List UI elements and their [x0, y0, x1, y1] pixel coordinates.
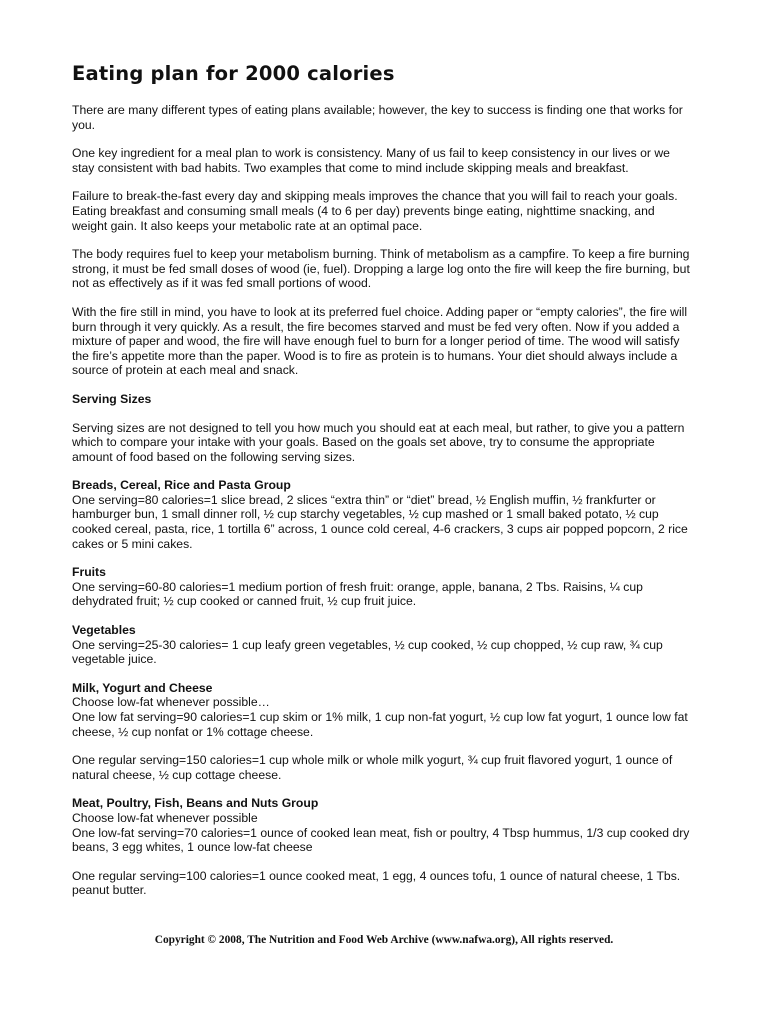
group-title: Vegetables: [72, 623, 136, 638]
group-breads: [72, 478, 690, 551]
page-title: Eating plan for 2000 calories: [72, 62, 395, 85]
group-milk: [72, 681, 690, 739]
group-title: Milk, Yogurt and Cheese: [72, 680, 213, 695]
group-note: Choose low-fat whenever possible…: [72, 695, 270, 710]
group-meat: [72, 796, 690, 854]
intro-paragraph: The body requires fuel to keep your metabolism burning. Think of metabolism as a campfire. To keep a fire burning strong, it must be fed small doses of wood (ie, fuel). Dropping a large log onto the fire will keep the fire burning, but not as effectively as if it was fed small portions of wood.: [72, 247, 690, 291]
group-serving-text: One low fat serving=90 calories=1 cup skim or 1% milk, 1 cup non-fat yogurt, ½ cup low fat yogurt, 1 ounce low fat cheese, ½ cup nonfat or 1% cottage cheese.: [72, 710, 688, 739]
group-serving-text: One low-fat serving=70 calories=1 ounce of cooked lean meat, fish or poultry, 4 Tbsp hummus, 1/3 cup cooked dry beans, 3 egg whites, 1 ounce low-fat cheese: [72, 825, 690, 855]
group-fruits: [72, 565, 690, 609]
intro-paragraph: There are many different types of eating plans available; however, the key to success is finding one that works for you.: [72, 103, 683, 132]
copyright-footer: Copyright © 2008, The Nutrition and Food Web Archive (www.nafwa.org), All rights reserved.: [154, 934, 614, 946]
intro-paragraph: One key ingredient for a meal plan to work is consistency. Many of us fail to keep consistency in our lives or we stay consistent with bad habits. Two examples that come to mind include skipping meals and breakfast.: [72, 146, 670, 175]
serving-sizes-text: Serving sizes are not designed to tell you how much you should eat at each meal, but rather, to give you a pattern which to compare your intake with your goals. Based on the goals set above, try to consume the appropriate amount of food based on the following serving sizes.: [72, 420, 685, 464]
group-title: Fruits: [72, 565, 106, 580]
group-serving-text: One serving=25-30 calories= 1 cup leafy green vegetables, ½ cup cooked, ½ cup chopped, ½ cup raw, ¾ cup vegetable juice.: [72, 637, 663, 667]
group-serving-text: One serving=80 calories=1 slice bread, 2 slices “extra thin” or “diet” bread, ½ English muffin, ½ frankfurter or hamburger bun, 1 small dinner roll, ½ cup starchy vegetables, ½ cup mashed or 1 small baked potato, ½ cup cooked cereal, pasta, rice, 1 tortilla 6” across, 1 ounce cold cereal, 4-6 crackers, 3 cups air popped popcorn, 2 rice cakes or 5 mini cakes.: [72, 492, 688, 551]
group-title: Breads, Cereal, Rice and Pasta Group: [72, 478, 291, 493]
group-note: Choose low-fat whenever possible: [72, 810, 258, 825]
intro-paragraph: Failure to break-the-fast every day and skipping meals improves the chance that you will fail to reach your goals. Eating breakfast and consuming small meals (4 to 6 per day) prevents binge eating, nighttime snacking, and weight gain. It also keeps your metabolic rate at an optimal pace.: [72, 189, 678, 233]
serving-sizes-heading: Serving Sizes: [72, 391, 152, 406]
group-regular-serving: One regular serving=100 calories=1 ounce cooked meat, 1 egg, 4 ounces tofu, 1 ounce of natural cheese, 1 Tbs. peanut butter.: [72, 868, 681, 898]
group-vegetables: [72, 623, 690, 667]
intro-paragraph: With the fire still in mind, you have to look at its preferred fuel choice. Adding paper or “empty calories”, the fire will burn through it very quickly. As a result, the fire becomes starved and must be fed very often. Now if you added a mixture of paper and wood, the fire will have enough fuel to burn for a longer period of time. The wood will satisfy the fire’s appetite more than the paper. Wood is to fire as protein is to humans. Your diet should always include a source of protein at each meal and snack.: [72, 304, 688, 378]
group-title: Meat, Poultry, Fish, Beans and Nuts Group: [72, 796, 319, 811]
group-regular-serving: One regular serving=150 calories=1 cup whole milk or whole milk yogurt, ¾ cup fruit flavored yogurt, 1 ounce of natural cheese, ½ cup cottage cheese.: [72, 753, 673, 782]
group-serving-text: One serving=60-80 calories=1 medium portion of fresh fruit: orange, apple, banana, 2 Tbs. Raisins, ¼ cup dehydrated fruit; ½ cup cooked or canned fruit, ½ cup fruit juice.: [72, 579, 643, 609]
